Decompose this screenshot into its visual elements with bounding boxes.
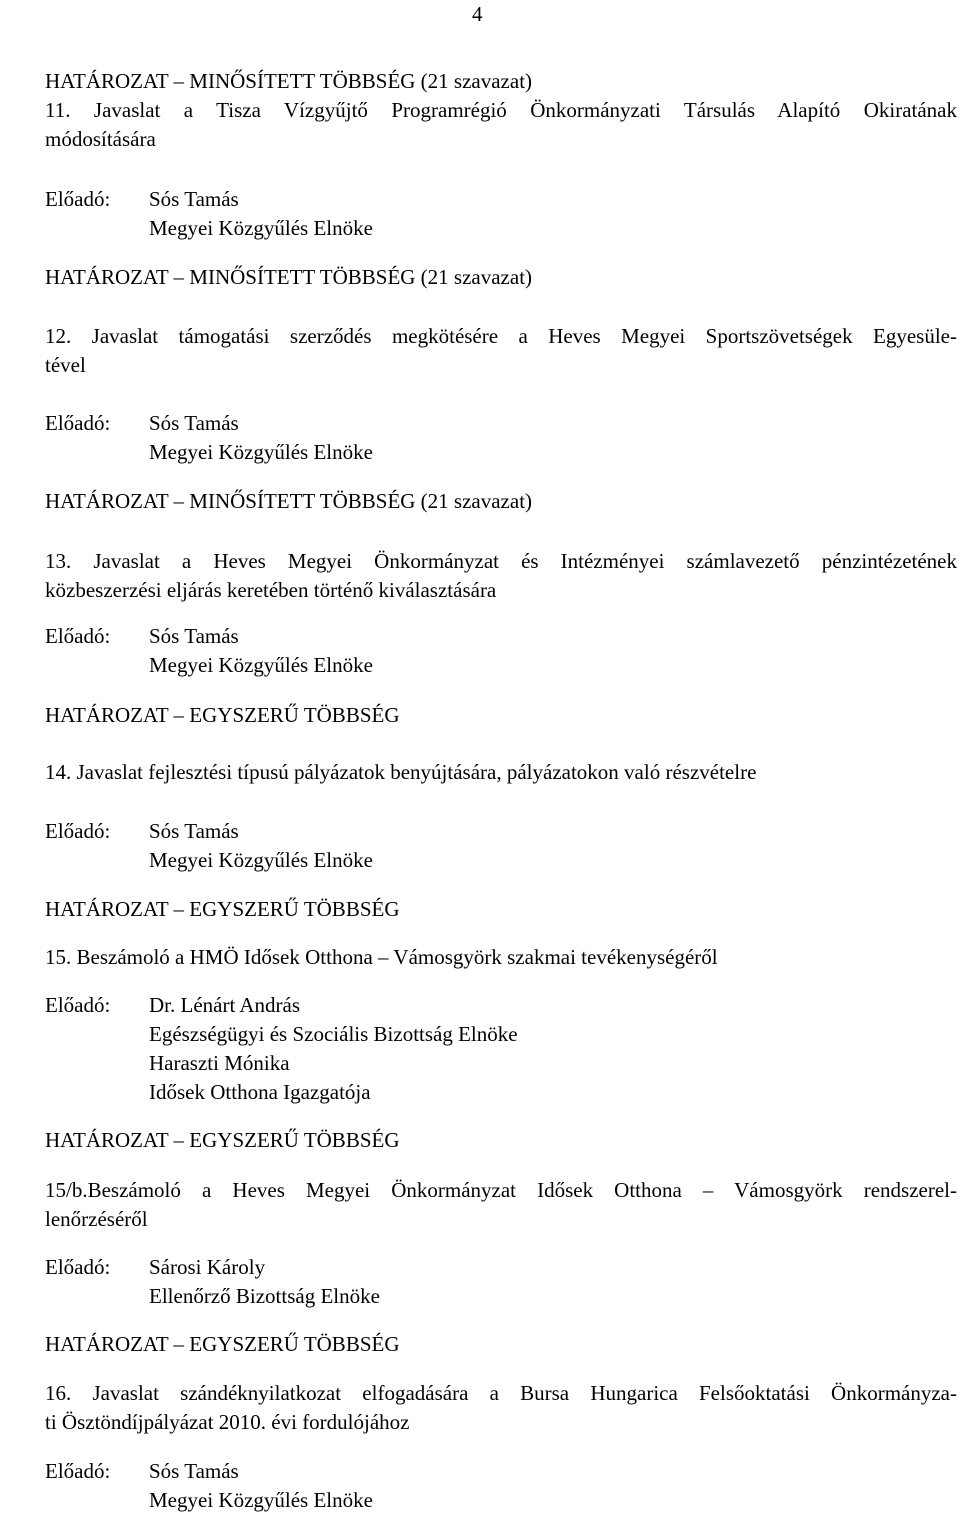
presenter-name: Sós Tamás: [149, 624, 239, 648]
presenter-block: [45, 817, 957, 875]
top-resolution: HATÁROZAT – MINŐSÍTETT TÖBBSÉG (21 szavazat): [45, 69, 533, 93]
presenter-label: Előadó:: [45, 187, 111, 211]
item-title-line: lenőrzéséről: [45, 1207, 148, 1231]
presenter-label: Előadó:: [45, 1255, 111, 1279]
item-title-line: 13. Javaslat a Heves Megyei Önkormányzat és Intézményei számlavezető pénzintézetének: [45, 549, 957, 573]
resolution-line: HATÁROZAT – EGYSZERŰ TÖBBSÉG: [45, 703, 400, 727]
item-title-line: 15. Beszámoló a HMÖ Idősek Otthona – Vámosgyörk szakmai tevékenységéről: [45, 945, 718, 969]
item-title-line: módosítására: [45, 127, 156, 151]
presenter-name: Sós Tamás: [149, 819, 239, 843]
resolution-line: HATÁROZAT – EGYSZERŰ TÖBBSÉG: [45, 1128, 400, 1152]
presenter-block: [45, 185, 957, 243]
presenter-title: Idősek Otthona Igazgatója: [149, 1080, 371, 1104]
presenter-title: Megyei Közgyűlés Elnöke: [149, 1488, 373, 1512]
page-number: 4: [472, 2, 483, 26]
presenter-block: [45, 1457, 957, 1515]
item-title-line: 11. Javaslat a Tisza Vízgyűjtő Programrégió Önkormányzati Társulás Alapító Okiratának: [45, 98, 957, 122]
presenter-block: [45, 1253, 957, 1311]
presenter-block: [45, 622, 957, 680]
presenter-label: Előadó:: [45, 1459, 111, 1483]
resolution-line: HATÁROZAT – MINŐSÍTETT TÖBBSÉG (21 szavazat): [45, 265, 533, 289]
presenter-name: Sárosi Károly: [149, 1255, 266, 1279]
presenter-title: Megyei Közgyűlés Elnöke: [149, 216, 373, 240]
agenda-item-14: [45, 758, 957, 787]
agenda-item-15b: [45, 1176, 957, 1234]
presenter-block: [45, 991, 957, 1107]
presenter-title: Megyei Közgyűlés Elnöke: [149, 848, 373, 872]
item-title-line: 15/b.Beszámoló a Heves Megyei Önkormányzat Idősek Otthona – Vámosgyörk rendszerel-: [45, 1178, 957, 1202]
item-title-line: közbeszerzési eljárás keretében történő kiválasztására: [45, 578, 497, 602]
agenda-item-13: [45, 547, 957, 605]
presenter-title: Egészségügyi és Szociális Bizottság Elnöke: [149, 1022, 518, 1046]
item-title-line: tével: [45, 353, 86, 377]
presenter-label: Előadó:: [45, 993, 111, 1017]
item-title-line: 16. Javaslat szándéknyilatkozat elfogadására a Bursa Hungarica Felsőoktatási Önkormányza-: [45, 1381, 957, 1405]
resolution-line: HATÁROZAT – MINŐSÍTETT TÖBBSÉG (21 szavazat): [45, 489, 533, 513]
presenter-title: Megyei Közgyűlés Elnöke: [149, 440, 373, 464]
presenter-label: Előadó:: [45, 624, 111, 648]
agenda-item-15: [45, 943, 957, 972]
resolution-line: HATÁROZAT – EGYSZERŰ TÖBBSÉG: [45, 897, 400, 921]
item-title-line: 12. Javaslat támogatási szerződés megkötésére a Heves Megyei Sportszövetségek Egyesüle-: [45, 324, 957, 348]
presenter-label: Előadó:: [45, 819, 111, 843]
item-title-line: 14. Javaslat fejlesztési típusú pályázatok benyújtására, pályázatokon való részvételre: [45, 760, 757, 784]
presenter-name: Haraszti Mónika: [149, 1051, 290, 1075]
resolution-line: HATÁROZAT – EGYSZERŰ TÖBBSÉG: [45, 1332, 400, 1356]
agenda-item-16: [45, 1379, 957, 1437]
item-title-line: ti Ösztöndíjpályázat 2010. évi fordulójához: [45, 1410, 410, 1434]
presenter-title: Megyei Közgyűlés Elnöke: [149, 653, 373, 677]
presenter-name: Sós Tamás: [149, 411, 239, 435]
agenda-item-12: [45, 322, 957, 380]
agenda-item-11: [45, 96, 957, 154]
presenter-name: Sós Tamás: [149, 1459, 239, 1483]
presenter-block: [45, 409, 957, 467]
presenter-label: Előadó:: [45, 411, 111, 435]
presenter-name: Sós Tamás: [149, 187, 239, 211]
presenter-name: Dr. Lénárt András: [149, 993, 301, 1017]
presenter-title: Ellenőrző Bizottság Elnöke: [149, 1284, 380, 1308]
